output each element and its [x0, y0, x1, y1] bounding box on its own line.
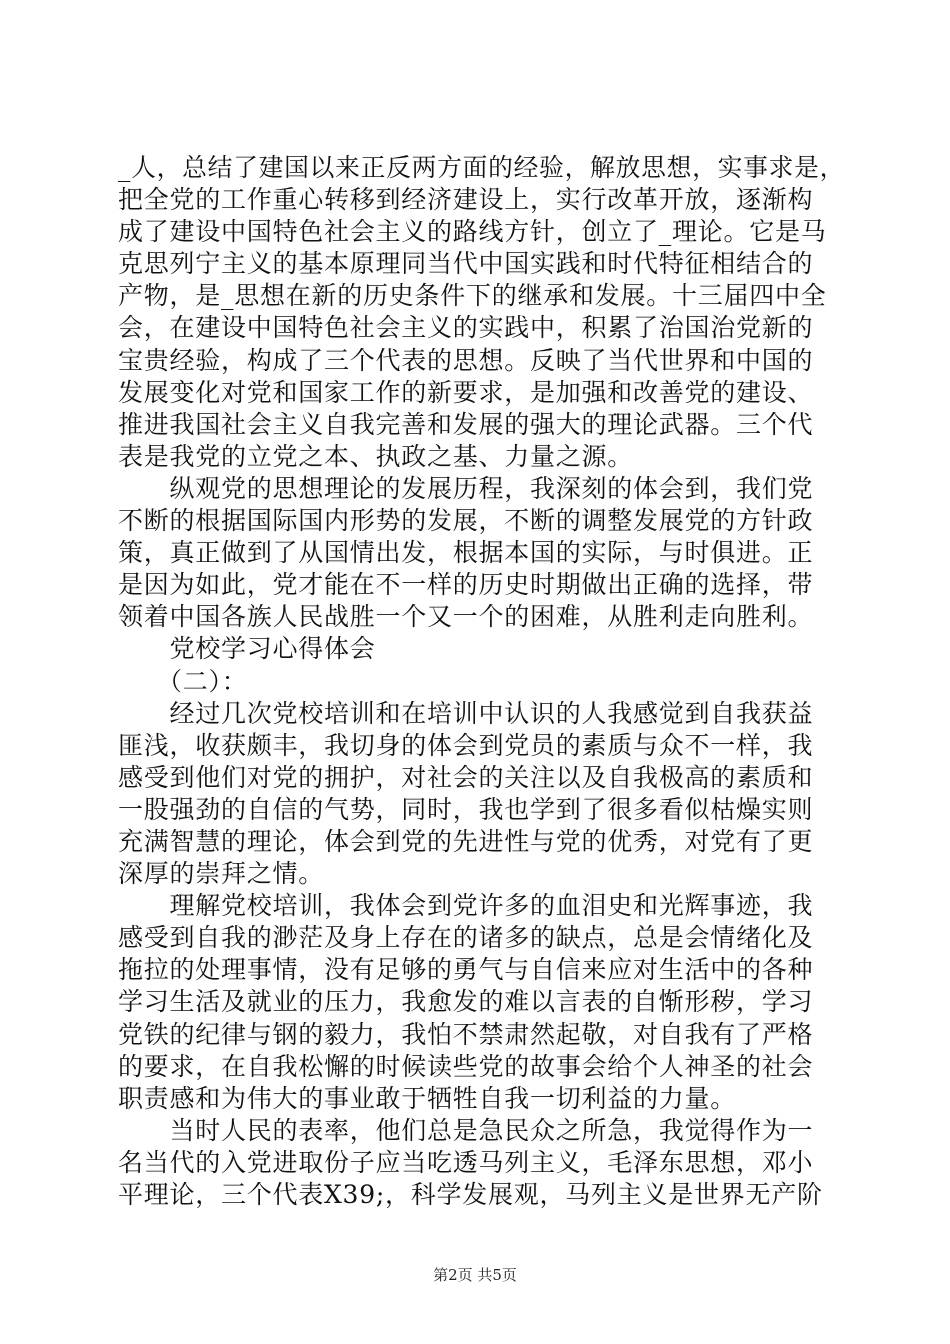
text-line: 一股强劲的自信的气势，同时，我也学到了很多看似枯燥实则: [118, 794, 814, 824]
text-line: 学习生活及就业的压力，我愈发的难以言表的自惭形秽，学习: [118, 987, 814, 1017]
text-line: 策，真正做到了从国情出发，根据本国的实际，与时俱进。正: [118, 538, 814, 568]
text-line: 感受到他们对党的拥护，对社会的关注以及自我极高的素质和: [118, 762, 814, 792]
text-line: 深厚的崇拜之情。: [118, 859, 325, 889]
text-line: 会，在建设中国特色社会主义的实践中，积累了治国治党新的: [118, 313, 814, 343]
text-line: 拖拉的处理事情，没有足够的勇气与自信来应对生活中的各种: [118, 955, 814, 985]
text-line: 职责感和为伟大的事业敢于牺牲自我一切利益的力量。: [118, 1083, 737, 1113]
section-subheading: （二）：: [118, 666, 248, 696]
text-line: 克思列宁主义的基本原理同当代中国实践和时代特征相结合的: [118, 249, 814, 279]
text-line: 当时人民的表率，他们总是急民众之所急，我觉得作为一: [118, 1115, 814, 1145]
text-line: 发展变化对党和国家工作的新要求，是加强和改善党的建设、: [118, 377, 814, 407]
text-line: 不断的根据国际国内形势的发展，不断的调整发展党的方针政: [118, 506, 814, 536]
text-line: 的要求，在自我松懈的时候读些党的故事会给个人神圣的社会: [118, 1051, 814, 1081]
text-line: 产物，是_思想在新的历史条件下的继承和发展。十三届四中全: [118, 281, 827, 311]
text-line: 成了建设中国特色社会主义的路线方针，创立了_理论。它是马: [118, 217, 827, 247]
text-line: 感受到自我的渺茫及身上存在的诸多的缺点，总是会情绪化及: [118, 923, 814, 953]
page-number-footer: 第2页 共5页: [433, 1266, 517, 1284]
document-body: [118, 152, 846, 1211]
text-line: 领着中国各族人民战胜一个又一个的困难，从胜利走向胜利。: [118, 602, 814, 632]
text-line: 是因为如此，党才能在不一样的历史时期做出正确的选择，带: [118, 570, 814, 600]
text-line: _人，总结了建国以来正反两方面的经验，解放思想，实事求是，: [118, 153, 846, 182]
text-line: 宝贵经验，构成了三个代表的思想。反映了当代世界和中国的: [118, 345, 814, 375]
text-line: 表是我党的立党之本、执政之基、力量之源。: [118, 441, 634, 471]
text-line: 经过几次党校培训和在培训中认识的人我感觉到自我获益: [118, 698, 814, 728]
text-line: 匪浅，收获颇丰，我切身的体会到党员的素质与众不一样，我: [118, 730, 814, 760]
text-line: 名当代的入党进取份子应当吃透马列主义，毛泽东思想，邓小: [118, 1147, 814, 1177]
text-line: 理解党校培训，我体会到党许多的血泪史和光辉事迹，我: [118, 891, 814, 921]
section-heading: 党校学习心得体会: [118, 634, 376, 664]
text-line: 推进我国社会主义自我完善和发展的强大的理论武器。三个代: [118, 409, 814, 439]
text-line: 充满智慧的理论，体会到党的先进性与党的优秀，对党有了更: [118, 826, 814, 856]
text-line: 党铁的纪律与钢的毅力，我怕不禁肃然起敬，对自我有了严格: [118, 1019, 814, 1049]
text-line: 纵观党的思想理论的发展历程，我深刻的体会到，我们党: [118, 473, 814, 503]
text-line: 平理论，三个代表X39;，科学发展观，马列主义是世界无产阶: [118, 1180, 823, 1209]
text-line: 把全党的工作重心转移到经济建设上，实行改革开放，逐渐构: [118, 185, 814, 215]
